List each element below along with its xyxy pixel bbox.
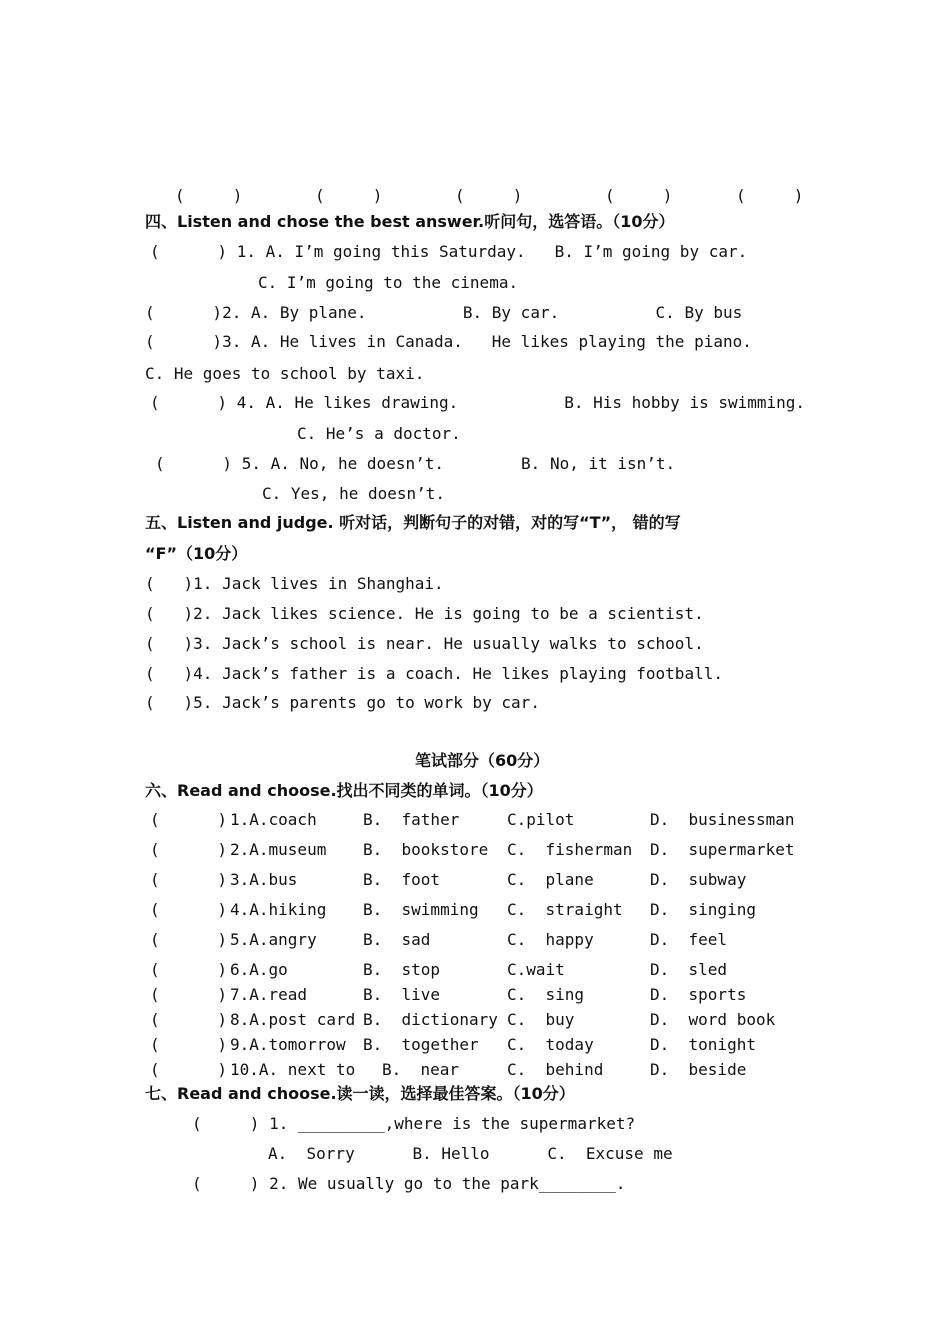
answer-paren: ( ) bbox=[315, 186, 383, 205]
option-c: C. buy bbox=[507, 1010, 575, 1029]
answer-paren: ( ) bbox=[150, 840, 228, 859]
option-c: C. happy bbox=[507, 930, 594, 949]
question-line: ( ) 5. A. No, he doesn’t. B. No, it isn’t. bbox=[155, 454, 676, 473]
option-d: D. word book bbox=[650, 1010, 776, 1029]
question-line: ( ) 2. We usually go to the park________. bbox=[192, 1174, 626, 1193]
question-line: ( ) 1. _________,where is the supermarket? bbox=[192, 1114, 636, 1133]
section6-heading: 六、Read and choose.找出不同类的单词。（10分） bbox=[145, 781, 543, 800]
answer-paren: ( ) bbox=[150, 1060, 228, 1079]
option-d: D. sled bbox=[650, 960, 728, 979]
option-c: C. fisherman bbox=[507, 840, 633, 859]
judge-line: ( )3. Jack’s school is near. He usually walks to school. bbox=[145, 634, 704, 653]
answer-paren: ( ) bbox=[175, 186, 243, 205]
question-line: C. Yes, he doesn’t. bbox=[262, 484, 446, 503]
judge-line: ( )1. Jack lives in Shanghai. bbox=[145, 574, 444, 593]
answer-paren: ( ) bbox=[150, 810, 228, 829]
option-b: B. sad bbox=[363, 930, 431, 949]
question-line: C. He’s a doctor. bbox=[297, 424, 461, 443]
option-a: 8.A.post card bbox=[230, 1010, 356, 1029]
option-a: 1.A.coach bbox=[230, 810, 317, 829]
option-d: D. feel bbox=[650, 930, 728, 949]
answer-paren: ( ) bbox=[455, 186, 523, 205]
table-row bbox=[150, 870, 747, 890]
option-b: B. foot bbox=[363, 870, 441, 889]
question-line: ( ) 4. A. He likes drawing. B. His hobby is swimming. bbox=[150, 393, 806, 412]
question-line: ( )3. A. He lives in Canada. He likes playing the piano. bbox=[145, 332, 752, 351]
table-row bbox=[150, 1010, 776, 1030]
table-row bbox=[150, 985, 747, 1005]
option-b: B. stop bbox=[363, 960, 441, 979]
option-c: C. today bbox=[507, 1035, 594, 1054]
table-row bbox=[150, 1060, 747, 1080]
question-line: C. He goes to school by taxi. bbox=[145, 364, 425, 383]
answer-paren: ( ) bbox=[150, 1010, 228, 1029]
option-b: B. father bbox=[363, 810, 460, 829]
table-row bbox=[150, 810, 795, 830]
answer-paren: ( ) bbox=[150, 1035, 228, 1054]
option-a: 4.A.hiking bbox=[230, 900, 327, 919]
question-line: ( ) 1. A. I’m going this Saturday. B. I’m going by car. bbox=[150, 242, 748, 261]
option-c: C. plane bbox=[507, 870, 594, 889]
question-options: A. Sorry B. Hello C. Excuse me bbox=[268, 1144, 673, 1163]
option-c: C. behind bbox=[507, 1060, 604, 1079]
answer-paren: ( ) bbox=[736, 186, 804, 205]
option-c: C.pilot bbox=[507, 810, 575, 829]
judge-line: ( )4. Jack’s father is a coach. He likes playing football. bbox=[145, 664, 723, 683]
option-a: 3.A.bus bbox=[230, 870, 298, 889]
option-d: D. singing bbox=[650, 900, 756, 919]
section5-heading-cont: “F”（10分） bbox=[145, 544, 248, 563]
option-b: B. swimming bbox=[363, 900, 479, 919]
option-a: 5.A.angry bbox=[230, 930, 317, 949]
option-b: B. dictionary bbox=[363, 1010, 498, 1029]
judge-line: ( )2. Jack likes science. He is going to be a scientist. bbox=[145, 604, 704, 623]
section4-heading: 四、Listen and chose the best answer.听问句，选答语。（10分） bbox=[145, 212, 675, 231]
answer-paren: ( ) bbox=[150, 870, 228, 889]
option-d: D. businessman bbox=[650, 810, 795, 829]
table-row bbox=[150, 1035, 756, 1055]
option-a: 2.A.museum bbox=[230, 840, 327, 859]
section5-heading: 五、Listen and judge. 听对话，判断句子的对错，对的写“T”， 错的写 bbox=[145, 513, 681, 532]
option-d: D. supermarket bbox=[650, 840, 795, 859]
judge-line: ( )5. Jack’s parents go to work by car. bbox=[145, 693, 540, 712]
question-line: C. I’m going to the cinema. bbox=[258, 273, 519, 292]
option-d: D. subway bbox=[650, 870, 747, 889]
option-b: B. near bbox=[382, 1060, 460, 1079]
question-line: ( )2. A. By plane. B. By car. C. By bus bbox=[145, 303, 743, 322]
answer-paren: ( ) bbox=[150, 930, 228, 949]
table-row bbox=[150, 840, 795, 860]
option-b: B. bookstore bbox=[363, 840, 489, 859]
option-d: D. sports bbox=[650, 985, 747, 1004]
answer-paren: ( ) bbox=[150, 960, 228, 979]
answer-paren: ( ) bbox=[605, 186, 673, 205]
option-b: B. live bbox=[363, 985, 441, 1004]
table-row bbox=[150, 930, 728, 950]
option-c: C.wait bbox=[507, 960, 565, 979]
table-row bbox=[150, 900, 756, 920]
option-d: D. beside bbox=[650, 1060, 747, 1079]
written-part-title: 笔试部分（60分） bbox=[415, 751, 550, 770]
option-b: B. together bbox=[363, 1035, 479, 1054]
option-d: D. tonight bbox=[650, 1035, 756, 1054]
answer-paren: ( ) bbox=[150, 985, 228, 1004]
option-a: 10.A. next to bbox=[230, 1060, 356, 1079]
option-a: 6.A.go bbox=[230, 960, 288, 979]
answer-paren: ( ) bbox=[150, 900, 228, 919]
option-a: 7.A.read bbox=[230, 985, 308, 1004]
section7-heading: 七、Read and choose.读一读，选择最佳答案。（10分） bbox=[145, 1084, 575, 1103]
option-a: 9.A.tomorrow bbox=[230, 1035, 346, 1054]
option-c: C. sing bbox=[507, 985, 585, 1004]
option-c: C. straight bbox=[507, 900, 623, 919]
table-row bbox=[150, 960, 728, 980]
